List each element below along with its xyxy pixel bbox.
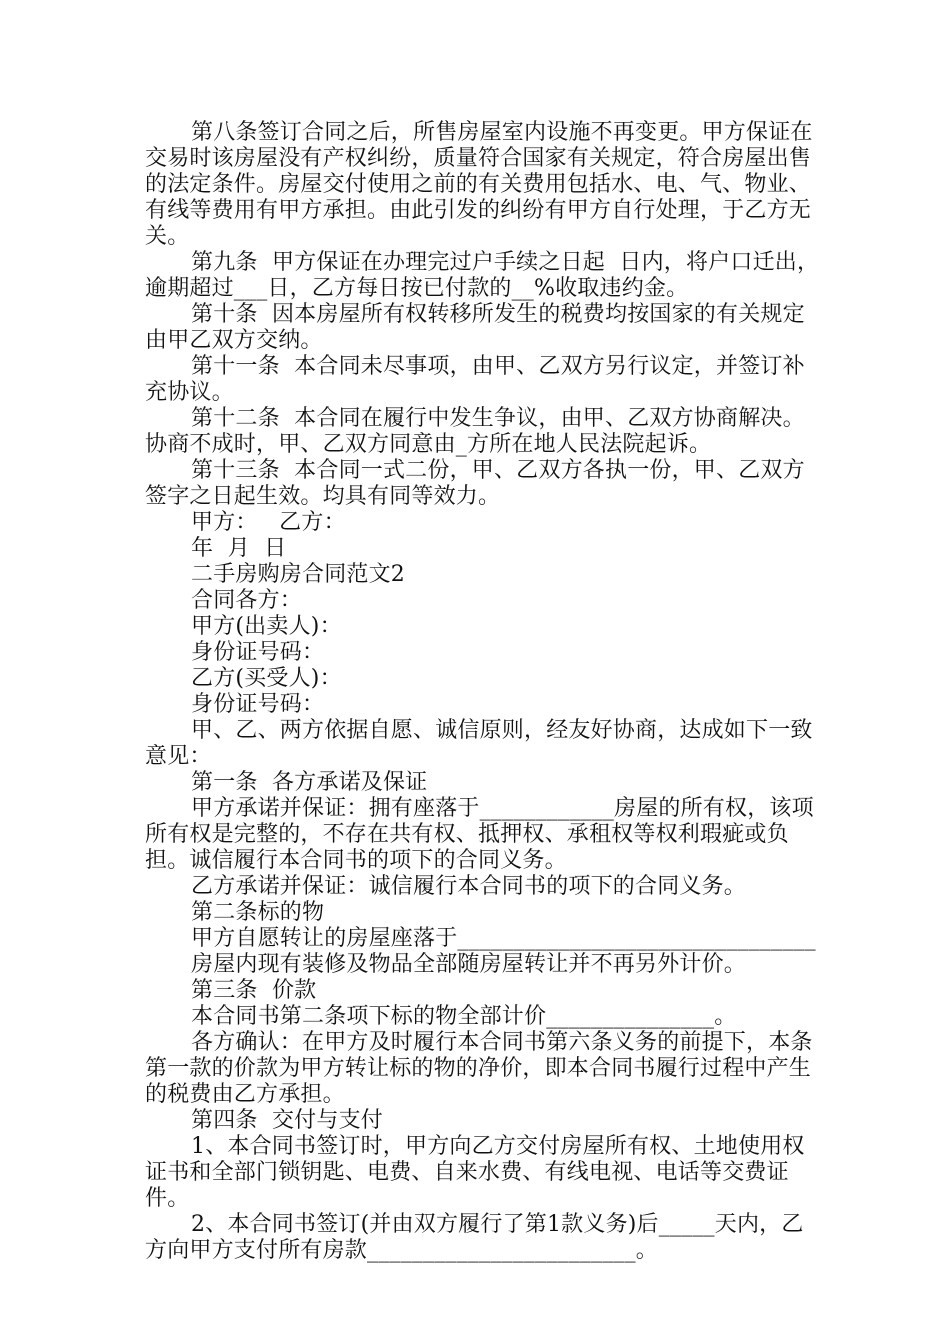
paragraph-clause-2: 2、本合同书签订(并由双方履行了第1款义务)后_____天内，乙方向甲方支付所有房款________________________。	[145, 1212, 804, 1263]
date-line: 年 月 日	[191, 536, 287, 561]
signature-line: 甲方： 乙方：	[191, 510, 346, 535]
parties-heading: 合同各方：	[191, 588, 303, 613]
section-title: 二手房购房合同范文2	[191, 562, 405, 587]
paragraph-article-12: 第十二条 本合同在履行中发生争议，由甲、乙双方协商解决。协商不成时，甲、乙双方同意由_方所在地人民法院起诉。	[145, 406, 805, 457]
paragraph-clause-1: 1、本合同书签订时，甲方向乙方交付房屋所有权、土地使用权证书和全部门锁钥匙、电费、自来水费、有线电视、电话等交费证件。	[145, 1134, 805, 1211]
document-body	[145, 120, 825, 1264]
paragraph-article-9: 第九条 甲方保证在办理完过户手续之日起 日内，将户口迁出，逾期超过___日，乙方每日按已付款的__%收取违约金。	[145, 250, 820, 301]
article-2-heading: 第二条标的物	[191, 900, 325, 925]
price-line: 本合同书第二条项下标的物全部计价_______________。	[191, 1004, 737, 1029]
paragraph-seller-promise: 甲方承诺并保证：拥有座落于____________房屋的所有权，该项所有权是完整的，不存在共有权、抵押权、承租权等权利瑕疵或负担。诚信履行本合同书的项下的合同义务。	[145, 796, 814, 873]
paragraph-agreement: 甲、乙、两方依据自愿、诚信原则，经友好协商，达成如下一致意见：	[145, 718, 813, 769]
buyer-promise-line: 乙方承诺并保证：诚信履行本合同书的项下的合同义务。	[191, 874, 747, 899]
property-location-line: 甲方自愿转让的房屋座落于________________________________	[191, 926, 816, 951]
article-3-heading: 第三条 价款	[191, 978, 317, 1003]
seller-id-line: 身份证号码：	[191, 640, 325, 665]
paragraph-article-11: 第十一条 本合同未尽事项，由甲、乙双方另行议定，并签订补充协议。	[145, 354, 805, 405]
paragraph-article-10: 第十条 因本房屋所有权转移所发生的税费均按国家的有关规定由甲乙双方交纳。	[145, 302, 805, 353]
paragraph-confirmation: 各方确认：在甲方及时履行本合同书第六条义务的前提下，本条第一款的价款为甲方转让标的物的净价，即本合同书履行过程中产生的税费由乙方承担。	[145, 1030, 813, 1107]
buyer-id-line: 身份证号码：	[191, 692, 325, 717]
paragraph-article-8: 第八条签订合同之后，所售房屋室内设施不再变更。甲方保证在交易时该房屋没有产权纠纷，质量符合国家有关规定，符合房屋出售的法定条件。房屋交付使用之前的有关费用包括水、电、气、物业、有线等费用有甲方承担。由此引发的纠纷有甲方自行处理，于乙方无关。	[145, 120, 813, 249]
article-4-heading: 第四条 交付与支付	[191, 1108, 383, 1133]
seller-line: 甲方(出卖人)：	[191, 614, 342, 639]
buyer-line: 乙方(买受人)：	[191, 666, 342, 691]
furnishing-line: 房屋内现有装修及物品全部随房屋转让并不再另外计价。	[191, 952, 747, 977]
paragraph-article-13: 第十三条 本合同一式二份，甲、乙双方各执一份，甲、乙双方签字之日起生效。均具有同等效力。	[145, 458, 805, 509]
article-1-heading: 第一条 各方承诺及保证	[191, 770, 428, 795]
